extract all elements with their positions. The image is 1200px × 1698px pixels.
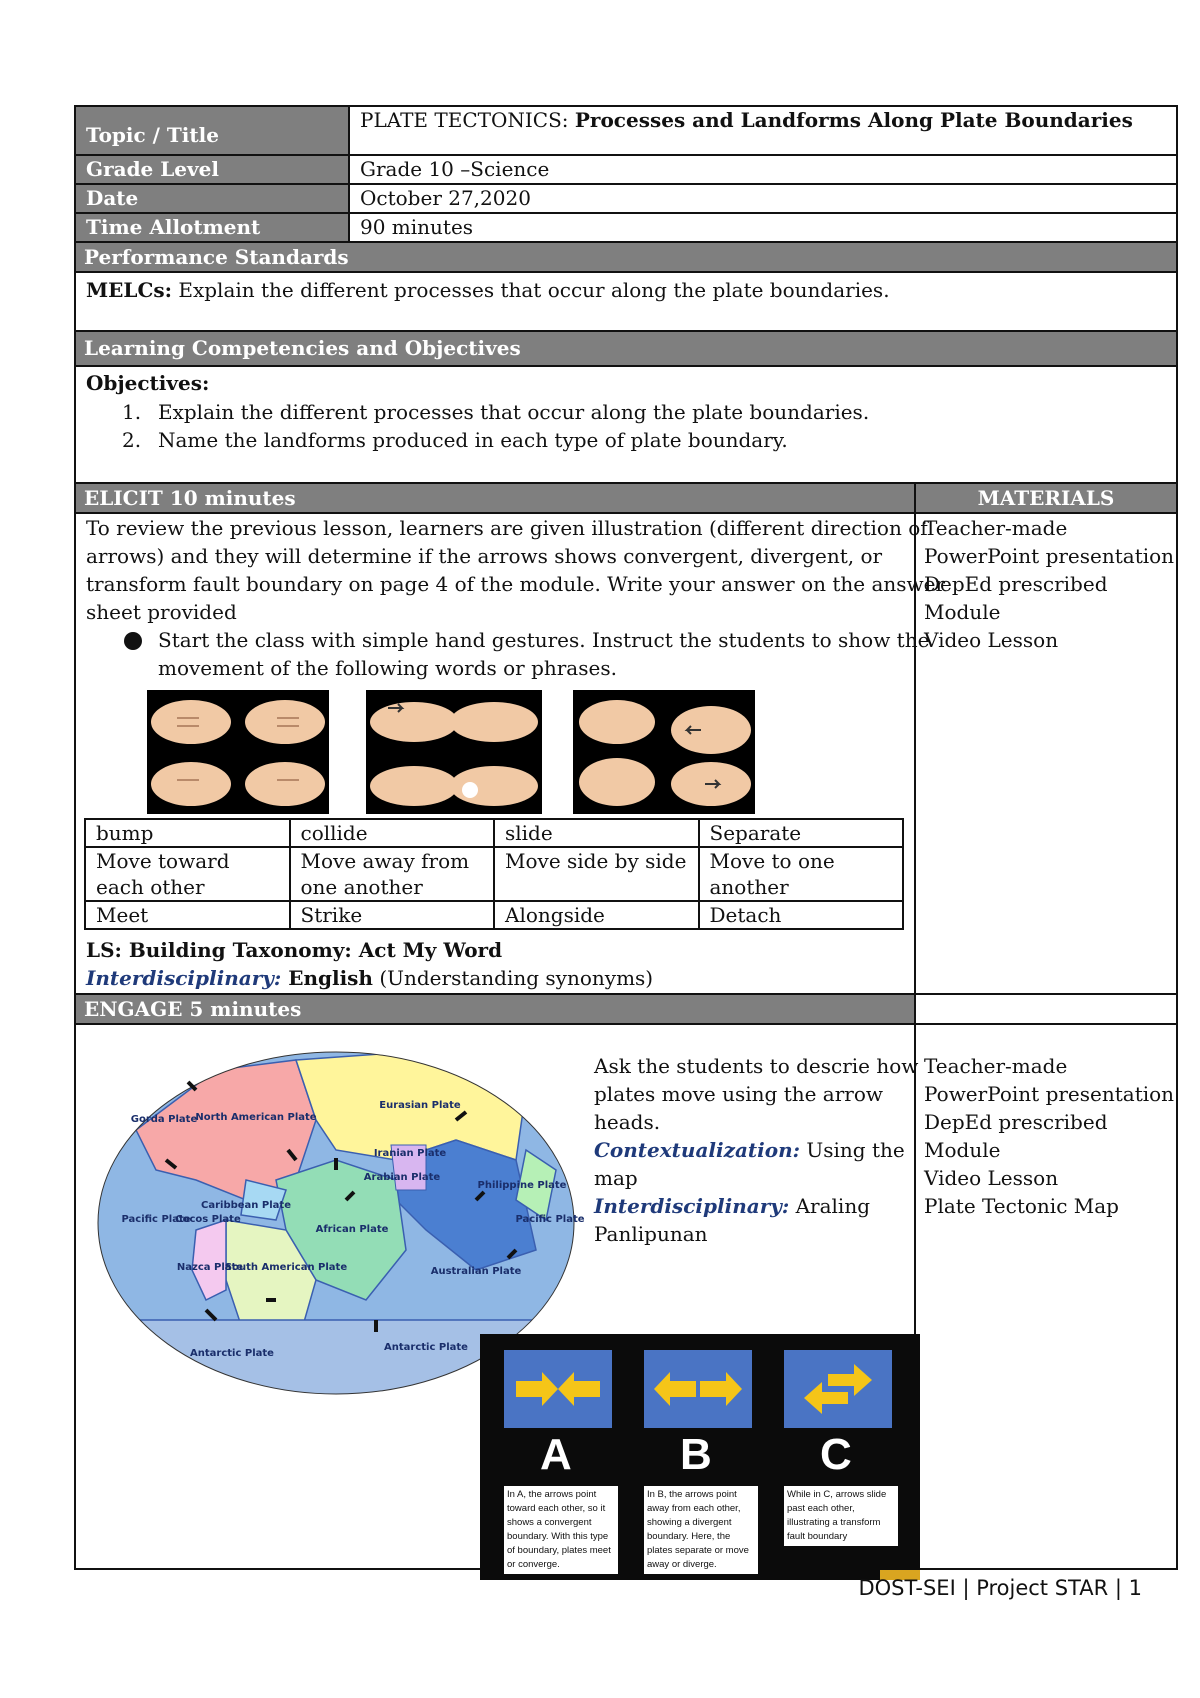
material-item: DepEd prescribed bbox=[924, 572, 1108, 596]
engage-interdisciplinary-line bbox=[594, 1192, 918, 1220]
map-label: Caribbean Plate bbox=[201, 1200, 291, 1211]
map-label: Iranian Plate bbox=[373, 1148, 447, 1159]
map-label: Antarctic Plate bbox=[190, 1348, 274, 1359]
time-value: 90 minutes bbox=[360, 215, 474, 239]
bullet-text bbox=[158, 626, 929, 682]
map-label: Nazca Plate bbox=[176, 1262, 244, 1273]
hand-gesture-collide-image bbox=[366, 690, 542, 814]
grade-label: Grade Level bbox=[86, 157, 219, 181]
performance-heading-text: Performance Standards bbox=[84, 245, 349, 269]
material-item: PowerPoint presentation bbox=[924, 544, 1175, 568]
table-row bbox=[85, 819, 903, 847]
interdisciplinary-label: Interdisciplinary: bbox=[86, 966, 282, 990]
hand-gesture-bump-image bbox=[147, 690, 329, 814]
map-label: Pacific Plate bbox=[121, 1214, 191, 1225]
table-cell: Move to one another bbox=[699, 847, 904, 901]
table-cell: bump bbox=[85, 819, 290, 847]
table-cell: Move away from one another bbox=[290, 847, 495, 901]
map-label: African Plate bbox=[315, 1224, 389, 1235]
panel-c-caption: While in C, arrows slide past each other, illustrating a transform fault boundary bbox=[784, 1486, 898, 1546]
topic-bold: Processes and Landforms Along Plate Boundaries bbox=[574, 108, 1133, 132]
boundary-illustration bbox=[480, 1334, 920, 1580]
table-cell: Move side by side bbox=[494, 847, 699, 901]
ls-label: LS: Building Taxonomy: Act My Word bbox=[86, 938, 503, 962]
map-label: North American Plate bbox=[195, 1112, 317, 1123]
map-label: Eurasian Plate bbox=[379, 1100, 461, 1111]
objective-item: Explain the different processes that occur along the plate boundaries. bbox=[158, 400, 870, 424]
contextualization-line bbox=[594, 1136, 918, 1164]
bullet-dot bbox=[124, 632, 142, 650]
elicit-materials-list bbox=[924, 514, 1174, 654]
panel-a-letter: A bbox=[540, 1430, 572, 1479]
synonym-table bbox=[84, 818, 904, 930]
contextualization-label: Contextualization: bbox=[594, 1138, 801, 1162]
melcs-label: MELCs: bbox=[86, 278, 173, 302]
diverging-arrows-icon bbox=[644, 1350, 752, 1428]
elicit-heading-text: ELICIT 10 minutes bbox=[84, 486, 296, 510]
material-item: Video Lesson bbox=[924, 628, 1059, 652]
panel-b-letter: B bbox=[680, 1430, 712, 1479]
performance-heading bbox=[76, 243, 1176, 271]
material-item: Module bbox=[924, 1138, 1001, 1162]
material-item: Plate Tectonic Map bbox=[924, 1194, 1119, 1218]
panel-b-caption: In B, the arrows point away from each other, showing a divergent boundary. Here, the plates separate or move away or diverge. bbox=[644, 1486, 758, 1574]
engage-line: heads. bbox=[594, 1110, 661, 1134]
table-cell: Alongside bbox=[494, 901, 699, 929]
material-item: Teacher-made bbox=[924, 1054, 1068, 1078]
engage-heading-text: ENGAGE 5 minutes bbox=[84, 997, 302, 1021]
table-cell: Move toward each other bbox=[85, 847, 290, 901]
material-item: PowerPoint presentation bbox=[924, 1082, 1175, 1106]
bullet-line: movement of the following words or phrases. bbox=[158, 656, 617, 680]
interdisciplinary-text: Araling bbox=[789, 1194, 870, 1218]
paragraph-line: To review the previous lesson, learners are given illustration (different direction of bbox=[86, 516, 928, 540]
paragraph-line: arrows) and they will determine if the arrows shows convergent, divergent, or bbox=[86, 544, 883, 568]
elicit-paragraph bbox=[86, 514, 945, 626]
engage-line: Ask the students to descrie how bbox=[594, 1054, 919, 1078]
topic-label-cell bbox=[76, 107, 348, 154]
converging-arrows-icon bbox=[504, 1350, 612, 1428]
map-label: Arabian Plate bbox=[363, 1172, 441, 1183]
materials-heading bbox=[916, 484, 1176, 512]
table-cell: Detach bbox=[699, 901, 904, 929]
time-label: Time Allotment bbox=[86, 215, 261, 239]
panel-c-letter: C bbox=[820, 1430, 852, 1479]
objective-number: 2. bbox=[122, 428, 142, 452]
paragraph-line: sheet provided bbox=[86, 600, 237, 624]
interdisciplinary-note: (Understanding synonyms) bbox=[372, 966, 654, 990]
panel-a-caption: In A, the arrows point toward each other, so it shows a convergent boundary. With this type of boundary, plates meet or converge. bbox=[504, 1486, 618, 1574]
interdisciplinary-subject: English bbox=[281, 966, 373, 990]
objective-item: Name the landforms produced in each type of plate boundary. bbox=[158, 428, 788, 452]
melcs-line bbox=[86, 276, 890, 304]
contextualization-text: map bbox=[594, 1166, 638, 1190]
map-label: South American Plate bbox=[224, 1262, 348, 1273]
engage-heading bbox=[76, 995, 914, 1023]
topic-label: Topic / Title bbox=[86, 123, 219, 147]
interdisciplinary-text: Panlipunan bbox=[594, 1222, 708, 1246]
table-cell: collide bbox=[290, 819, 495, 847]
material-item: Teacher-made bbox=[924, 516, 1068, 540]
objective-number: 1. bbox=[122, 400, 142, 424]
date-label-cell bbox=[76, 185, 348, 212]
table-row bbox=[85, 901, 903, 929]
objectives-label: Objectives: bbox=[86, 371, 210, 395]
bullet-line: Start the class with simple hand gestures. Instruct the students to show the bbox=[158, 628, 930, 652]
map-label: Australian Plate bbox=[430, 1266, 522, 1277]
grade-value: Grade 10 –Science bbox=[360, 157, 550, 181]
table-row bbox=[85, 847, 903, 901]
time-label-cell bbox=[76, 214, 348, 241]
table-cell: Meet bbox=[85, 901, 290, 929]
engage-materials-list bbox=[924, 1052, 1174, 1220]
map-label: Antarctic Plate bbox=[384, 1342, 468, 1353]
topic-prefix: PLATE TECTONICS: bbox=[360, 108, 575, 132]
hand-gesture-slide-image bbox=[573, 690, 755, 814]
engage-line: plates move using the arrow bbox=[594, 1082, 884, 1106]
elicit-heading bbox=[76, 484, 914, 512]
grade-label-cell bbox=[76, 156, 348, 183]
topic-value bbox=[360, 108, 1133, 132]
table-cell: slide bbox=[494, 819, 699, 847]
competencies-heading-text: Learning Competencies and Objectives bbox=[84, 336, 521, 360]
material-item: Video Lesson bbox=[924, 1166, 1059, 1190]
panel-b-image bbox=[644, 1350, 752, 1428]
map-label: Gorda Plate bbox=[130, 1114, 198, 1125]
paragraph-line: transform fault boundary on page 4 of the module. Write your answer on the answer bbox=[86, 572, 946, 596]
panel-c-image bbox=[784, 1350, 892, 1428]
map-label: Philippine Plate bbox=[477, 1180, 567, 1191]
engage-text bbox=[594, 1052, 918, 1248]
date-value: October 27,2020 bbox=[360, 186, 531, 210]
page-footer: DOST-SEI | Project STAR | 1 bbox=[858, 1576, 1142, 1600]
map-label: Cocos Plate bbox=[175, 1214, 241, 1225]
table-cell: Separate bbox=[699, 819, 904, 847]
date-label: Date bbox=[86, 186, 139, 210]
competencies-heading bbox=[76, 332, 1176, 365]
material-item: DepEd prescribed bbox=[924, 1110, 1108, 1134]
melcs-text: Explain the different processes that occur along the plate boundaries. bbox=[172, 278, 890, 302]
interdisciplinary-line bbox=[86, 964, 653, 992]
contextualization-text: Using the bbox=[800, 1138, 905, 1162]
interdisciplinary-label: Interdisciplinary: bbox=[594, 1194, 790, 1218]
panel-a-image bbox=[504, 1350, 612, 1428]
materials-heading-text: MATERIALS bbox=[977, 486, 1115, 510]
map-label: Pacific Plate bbox=[515, 1214, 585, 1225]
material-item: Module bbox=[924, 600, 1001, 624]
table-cell: Strike bbox=[290, 901, 495, 929]
transform-arrows-icon bbox=[784, 1350, 892, 1428]
